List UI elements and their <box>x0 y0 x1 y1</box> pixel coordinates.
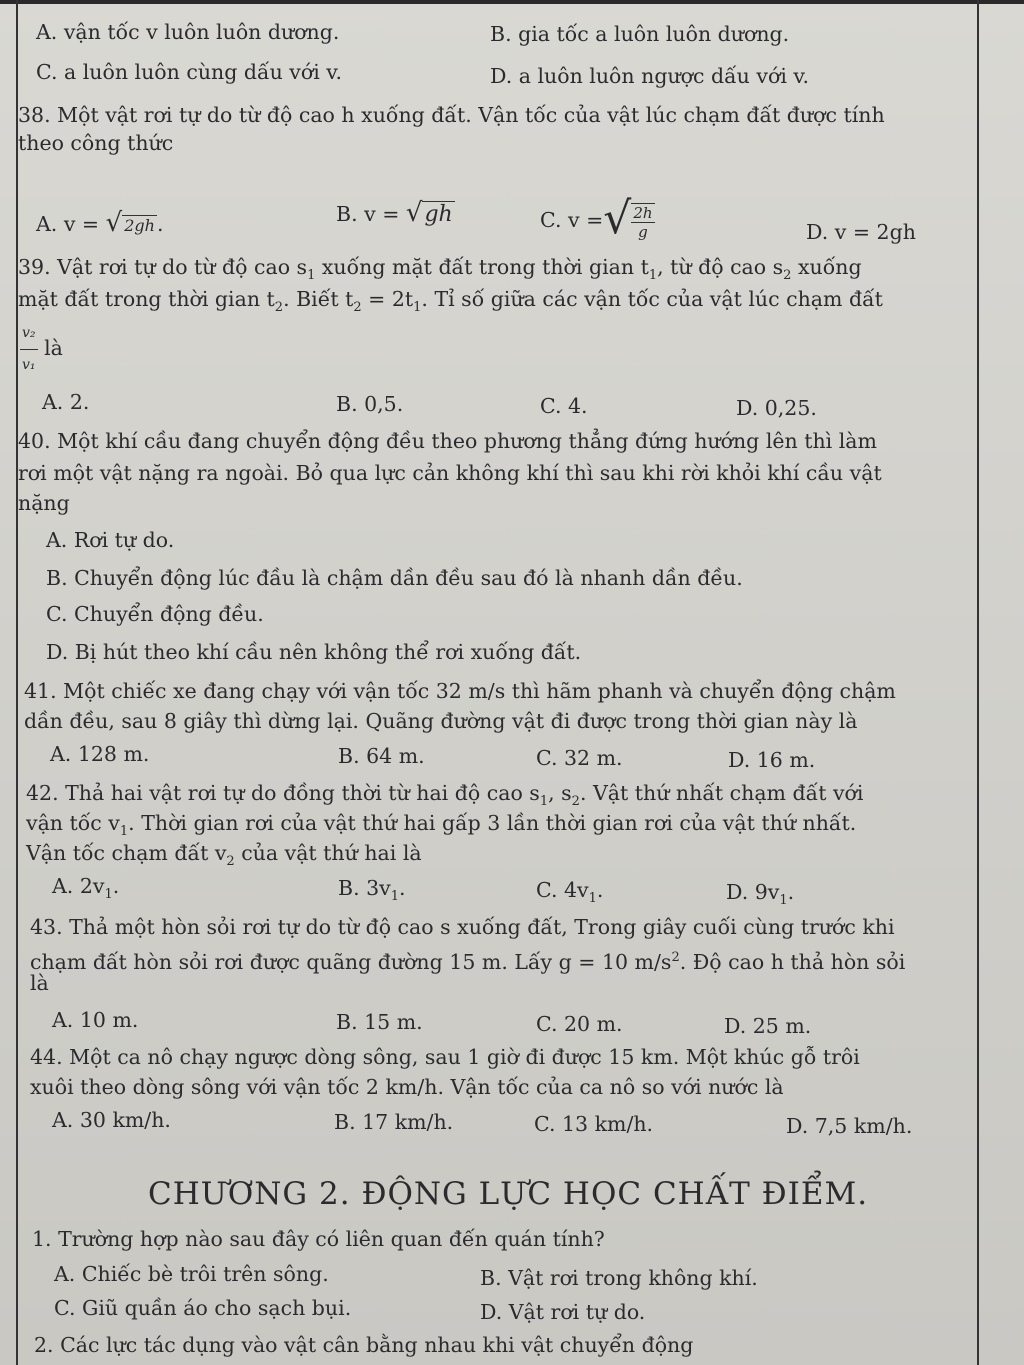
c2-q1-text: 1. Trường hợp nào sau đây có liên quan đến quán tính? <box>32 1227 605 1251</box>
q40-option-b: B. Chuyển động lúc đầu là chậm dần đều sau đó là nhanh dần đều. <box>46 566 743 590</box>
q40-option-a: A. Rơi tự do. <box>46 528 175 552</box>
q41-option-d: D. 16 m. <box>728 748 816 772</box>
q38-text-line2: theo công thức <box>18 131 174 155</box>
q38-option-c: C. v =√ $\frac{2h}{g}$ <box>540 193 653 244</box>
q38-b-radicand: gh <box>424 202 453 227</box>
q44-option-d: D. 7,5 km/h. <box>786 1114 913 1138</box>
c2-q1-option-c: C. Giũ quần áo cho sạch bụi. <box>54 1296 352 1320</box>
q38-a-radicand: 2gh <box>124 216 155 235</box>
q39-ratio: $\frac{\text{v₂}}{\text{v₁}}$ <box>20 318 38 381</box>
c2-q2-text: 2. Các lực tác dụng vào vật cân bằng nhau khi vật chuyển động <box>34 1333 694 1357</box>
q39-text-line2: mặt đất trong thời gian $t_2$. Biết $t_2 = 2t_1$. Tỉ số giữa các vận tốc của vật lúc chạm đất <box>18 287 883 316</box>
q41-option-c: C. 32 m. <box>536 746 623 770</box>
q41-text-line2: dần đều, sau 8 giây thì dừng lại. Quãng đường vật đi được trong thời gian này là <box>24 709 858 733</box>
q37-option-c: C. a luôn luôn cùng dấu với v. <box>36 60 342 84</box>
q39-option-a: A. 2. <box>42 390 90 414</box>
q42-option-a: A. $2v_1$. <box>52 874 120 903</box>
q44-option-a: A. 30 km/h. <box>52 1108 171 1132</box>
chapter-title: CHƯƠNG 2. ĐỘNG LỰC HỌC CHẤT ĐIỂM. <box>148 1176 869 1212</box>
q43-text-line1: 43. Thả một hòn sỏi rơi tự do từ độ cao s xuống đất, Trong giây cuối cùng trước khi <box>30 915 895 939</box>
q41-option-a: A. 128 m. <box>50 742 150 766</box>
q43-option-d: D. 25 m. <box>724 1014 812 1038</box>
q39-option-d: D. 0,25. <box>736 396 817 420</box>
q42-option-d: D. $9v_1$. <box>726 880 795 909</box>
c2-q1-option-a: A. Chiếc bè trôi trên sông. <box>54 1262 329 1286</box>
q44-text-line2: xuôi theo dòng sông với vận tốc 2 km/h. Vận tốc của ca nô so với nước là <box>30 1075 784 1099</box>
q42-text-line2: vận tốc $v_1$. Thời gian rơi của vật thứ hai gấp 3 lần thời gian rơi của vật thứ nhất. <box>26 811 857 840</box>
q42-text-line3: Vận tốc chạm đất $v_2$ của vật thứ hai là <box>26 841 422 870</box>
q40-text-line1: 40. Một khí cầu đang chuyển động đều theo phương thẳng đứng hướng lên thì làm <box>18 429 877 453</box>
q42-option-c: C. $4v_1$. <box>536 878 604 907</box>
q43-text-line2: chạm đất hòn sỏi rơi được quãng đường 15 m. Lấy g = 10 $m/s^2$. Độ cao h thả hòn sỏi <box>30 949 906 974</box>
q42-option-b: B. $3v_1$. <box>338 876 406 905</box>
q37-option-d: D. a luôn luôn ngược dấu với v. <box>490 64 810 88</box>
q41-option-b: B. 64 m. <box>338 744 425 768</box>
right-border <box>977 0 979 1365</box>
q38-text-line1: 38. Một vật rơi tự do từ độ cao h xuống đất. Vận tốc của vật lúc chạm đất được tính <box>18 103 885 127</box>
q43-option-b: B. 15 m. <box>336 1010 423 1034</box>
q43-text-line3: là <box>30 971 49 995</box>
left-border <box>16 0 18 1365</box>
q38-option-d: D. v = 2gh <box>806 220 916 244</box>
q39-text-line3: $\frac{\text{v₂}}{\text{v₁}}$ là <box>20 318 63 381</box>
c2-q1-option-d: D. Vật rơi tự do. <box>480 1300 646 1324</box>
q42-text-line1: 42. Thả hai vật rơi tự do đồng thời từ hai độ cao $s_1$, $s_2$. Vật thứ nhất chạm đất với <box>26 781 864 810</box>
q44-option-b: B. 17 km/h. <box>334 1110 454 1134</box>
q40-text-line2: rơi một vật nặng ra ngoài. Bỏ qua lực cản không khí thì sau khi rời khỏi khí cầu vật <box>18 461 882 485</box>
q40-option-c: C. Chuyển động đều. <box>46 602 264 626</box>
q41-text-line1: 41. Một chiếc xe đang chạy với vận tốc 32 m/s thì hãm phanh và chuyển động chậm <box>24 679 896 703</box>
q43-option-c: C. 20 m. <box>536 1012 623 1036</box>
q38-option-b: B. v = √gh <box>336 198 453 228</box>
q38-option-a: A. v = √ 2gh. <box>36 208 164 238</box>
q44-option-c: C. 13 km/h. <box>534 1112 654 1136</box>
q40-text-line3: nặng <box>18 491 70 515</box>
q39-option-c: C. 4. <box>540 394 588 418</box>
q38-c-fraction: $\frac{2h}{g}$ <box>633 203 653 241</box>
q43-option-a: A. 10 m. <box>52 1008 139 1032</box>
q39-option-b: B. 0,5. <box>336 392 404 416</box>
top-border <box>0 0 1024 4</box>
q37-option-b: B. gia tốc a luôn luôn dương. <box>490 22 790 46</box>
c2-q1-option-b: B. Vật rơi trong không khí. <box>480 1266 758 1290</box>
q37-option-a: A. vận tốc v luôn luôn dương. <box>36 20 340 44</box>
q44-text-line1: 44. Một ca nô chạy ngược dòng sông, sau 1 giờ đi được 15 km. Một khúc gỗ trôi <box>30 1045 860 1069</box>
q40-option-d: D. Bị hút theo khí cầu nên không thể rơi xuống đất. <box>46 640 582 664</box>
q39-text-line1: 39. Vật rơi tự do từ độ cao $s_1$ xuống mặt đất trong thời gian $t_1$, từ độ cao $s_2$ xuống <box>18 255 862 284</box>
